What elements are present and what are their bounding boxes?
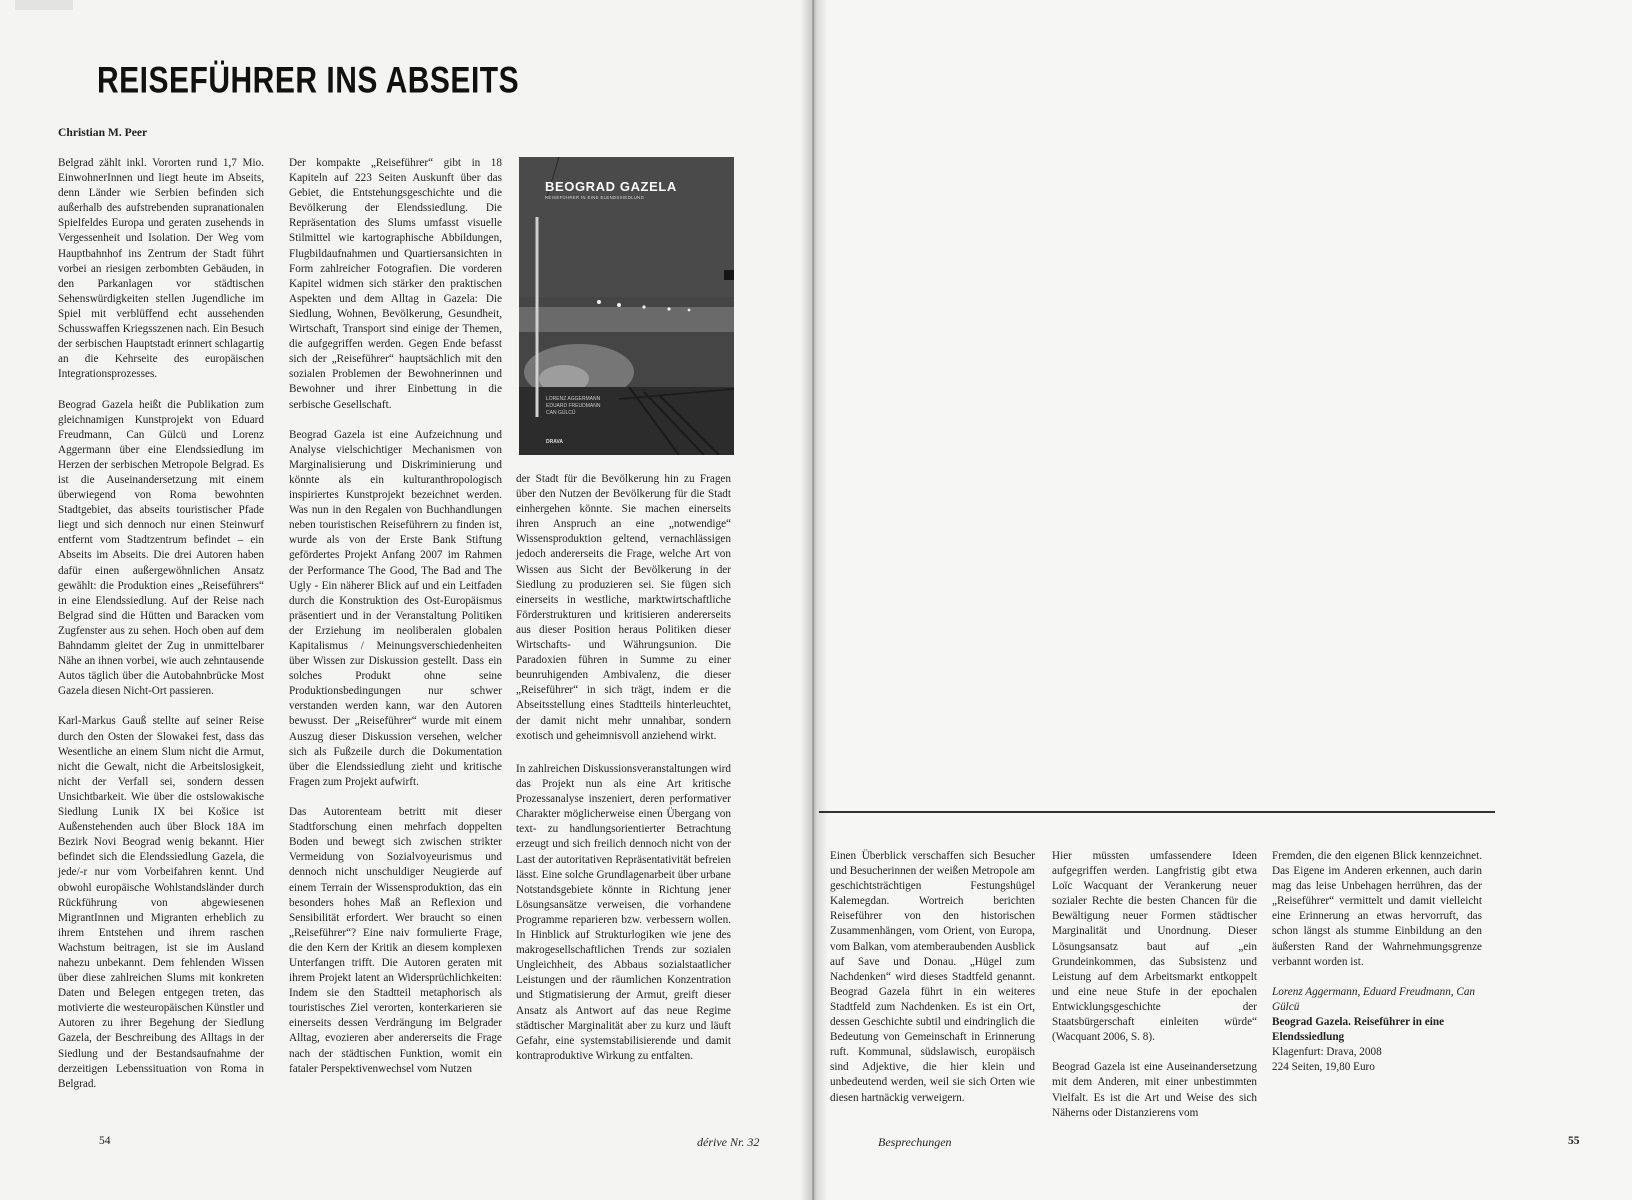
article-title: REISEFÜHRER INS ABSEITS xyxy=(97,60,520,102)
review-details: 224 Seiten, 19,80 Euro xyxy=(1272,1061,1375,1074)
magazine-issue: dérive Nr. 32 xyxy=(697,1135,760,1149)
book-cover-publisher: DRAVA xyxy=(546,439,564,445)
review-publisher: Klagenfurt: Drava, 2008 xyxy=(1272,1046,1382,1059)
book-cover-author: CAN GÜLCÜ xyxy=(546,410,576,416)
print-mark xyxy=(15,0,73,10)
book-cover-author: LORENZ AGGERMANN xyxy=(546,396,601,402)
text-column-3a xyxy=(516,472,731,744)
page-number-left: 54 xyxy=(99,1135,111,1147)
text-column-1 xyxy=(58,156,264,1092)
left-page xyxy=(0,0,812,1200)
right-page xyxy=(814,0,1632,1200)
review-book-title: Beograd Gazela. Reiseführer in eine Elendssiedlung xyxy=(1272,1016,1445,1044)
book-cover-title: BEOGRAD GAZELA xyxy=(545,179,677,194)
book-reference xyxy=(1272,985,1482,1076)
article-author: Christian M. Peer xyxy=(58,126,148,139)
paragraph: Der kompakte „Reiseführer“ gibt in 18 Kapiteln auf 223 Seiten Auskunft über das Gebiet, die Entstehungsgeschichte und die Bevölkerung der Elendssiedlung. Die Repräsentation des Slums umfasst visuelle Stilmittel wie kartographische Abbildungen, Flugbildaufnahmen und Quartiersansichten in Form zahlreicher Fotografien. Die vorderen Kapitel widmen sich stärker den praktischen Aspekten und dem Alltag in Gazela: Die Siedlung, Wohnen, Bevölkerung, Gesundheit, Wirtschaft, Transport sind einige der Themen, die aufgegriffen werden. Gegen Ende befasst sich der „Reiseführer“ hauptsächlich mit den sozialen Problemen der Bewohnerinnen und Bewohner und ihrer Einbettung in die serbische Gesellschaft. xyxy=(289,157,502,411)
paragraph: Belgrad zählt inkl. Vororten rund 1,7 Mio. EinwohnerInnen und liegt heute im Abseits, denn Länder wie Serbien befinden sich außerhalb des aufstrebenden supranationalen Spielfeldes Europa und geraten zusehends in Vergessenheit und Isolation. Der Weg vom Hauptbahnhof ins Zentrum der Stadt führt vorbei an riesigen zerbombten Gebäuden, in den Parkanlagen vor städtischen Sehenswürdigkeiten stellen Jugendliche im Spiel mit verblüffend echt aussehenden Schusswaffen Kriegsszenen nach. Ein Besuch der serbischen Hauptstadt erinnert schlagartig an die Kehrseite des europäischen Integrationsprozesses. xyxy=(58,157,264,381)
text-column-3b xyxy=(516,762,731,1064)
book-gutter xyxy=(800,0,828,1200)
paragraph: Hier müssten umfassendere Ideen aufgegriffen werden. Langfristig gibt etwa Loïc Wacquant der Verankerung neuer sozialer Rechte die besten Chancen für die Bewältigung neuer Formen städtischer Marginalität und Unordnung. Dieser Lösungsansatz baut auf „ein Grundeinkommen, das Subsistenz und Leistung auf dem Arbeitsmarkt entkoppelt und eine neue Stufe in der epochalen Entwicklungsgeschichte der Staatsbürgerschaft einleiten würde“ (Wacquant 2006, S. 8). xyxy=(1052,850,1257,1044)
paragraph: Fremden, die den eigenen Blick kennzeichnet. Das Eigene im Anderen erkennen, auch darin mag das leise Unbehagen herrühren, das der „Reiseführer“ vermittelt und damit vielleicht eine Erinnerung an etwas hervorruft, das schon längst als stumme Einbildung an den äußersten Rand der Wahrnehmungsgrenze verbannt worden ist. xyxy=(1272,850,1482,968)
book-cover-tab xyxy=(724,270,734,280)
paragraph: Karl-Markus Gauß stellte auf seiner Reise durch den Osten der Slowakei fest, dass das Wesentliche an einem Slum nicht die Armut, nicht die Gewalt, nicht die Arbeitslosigkeit, nicht der Verfall sei, sondern dessen Unsichtbarkeit. Wie über die ostslowakische Siedlung Lunik IX bei Košice ist Außenstehenden auch über Block 18A im Bezirk Novi Beograd wenig bekannt. Hier befindet sich die Elendssiedlung Gazela, die jede/-r nur vom Vorbeifahren kennt. Und obwohl europäische Wohlstandsländer durch Rückführung von abgewiesenen MigrantInnen und Migranten erheblich zu ihrem Entstehen und ihrem raschen Wachstum beitragen, ist sie im Ausland nahezu unbekannt. Dem fehlenden Wissen über diese zahlreichen Slums mit konkreten Daten und Belegen entgegen treten, das motivierte die westeuropäischen Künstler und Autoren zu ihrer Begehung der Siedlung Gazela, der Beschreibung des Alltags in der Siedlung und der Bestandsaufnahme der derzeitigen Lebenssituation von Roma in Belgrad. xyxy=(58,715,264,1090)
review-authors: Lorenz Aggermann, Eduard Freudmann, Can Gülcü xyxy=(1272,985,1476,1013)
text-column-4 xyxy=(830,849,1035,1106)
paragraph: der Stadt für die Bevölkerung hin zu Fragen über den Nutzen der Bevölkerung für die Stadt einhergehen könnte. Sie machen einerseits ihren Anspruch an eine „notwendige“ Wissensproduktion geltend, vernachlässigen jedoch andererseits die Frage, welche Art von Wissen aus Sicht der Bevölkerung in der Siedlung zu produzieren sei. Sie fügen sich einerseits in westliche, marktwirtschaftliche Förderstrukturen und kritisieren andererseits aus dieser Position heraus Politiken dieser Wirtschafts- und Währungsunion. Die Paradoxien führen in Summe zu einer beunruhigenden Ambivalenz, die dieser „Reiseführer“ in sich trägt, indem er die Abseitsstellung eines Stadtteils hinterleuchtet, der damit nicht mehr unnahbar, sondern exotisch und geheimnisvoll anziehend wirkt. xyxy=(516,473,731,742)
divider-rule xyxy=(819,811,1495,813)
page-number-right: 55 xyxy=(1568,1135,1580,1147)
paragraph: Beograd Gazela ist eine Aufzeichnung und Analyse vielschichtiger Mechanismen von Marginalisierung und Diskriminierung und könnte als ein kulturanthropologisch inspiriertes Kunstprojekt bezeichnet werden. Was nun in den Regalen von Buchhandlungen neben touristischen Reiseführern zu finden ist, wurde als von der Erste Bank Stiftung gefördertes Projekt Anfang 2007 im Rahmen der Performance The Good, The Bad and The Ugly - Ein näherer Blick auf und ein Leitfaden durch die Konstruktion des Ost-Europäismus präsentiert und in der Veranstaltung Politiken der Erziehung im neoliberalen globalen Kapitalismus / Meinungsverschiedenheiten über Wissen zur Diskussion gestellt. Dass ein solches Produkt ohne seine Produktionsbedingungen nur schwer verstanden werden kann, war den Autoren bewusst. Der „Reiseführer“ wurde mit einem Auszug dieser Diskussion versehen, welcher sich als Fußzeile durch die Dokumentation über die Elendssiedlung zieht und kritische Fragen zum Projekt aufwirft. xyxy=(289,428,502,788)
text-column-2 xyxy=(289,156,502,1077)
book-cover-authors xyxy=(546,396,600,417)
book-cover-image xyxy=(519,157,734,455)
section-name: Besprechungen xyxy=(878,1135,952,1149)
text-column-6 xyxy=(1272,849,1482,1075)
paragraph: Beograd Gazela heißt die Publikation zum gleichnamigen Kunstprojekt von Eduard Freudmann, Can Gülcü und Lorenz Aggermann über eine Elendssiedlung im Herzen der serbischen Metropole Belgrad. Es ist die Auseinandersetzung mit einem überwiegend von Roma bewohnten Stadtgebiet, das abseits touristischer Pfade liegt und sich dennoch nur einen Steinwurf entfernt vom Stadtzentrum befindet – ein Abseits im Abseits. Die drei Autoren haben dafür einen außergewöhnlichen Ansatz gewählt: die Produktion eines „Reiseführers“ in eine Elendssiedlung. Auf der Reise nach Belgrad sind die Hütten und Baracken vom Zugfenster aus zu sehen. Hoch oben auf dem Bahndamm gleitet der Zug in unmittelbarer Nähe an ihnen vorbei, wie auch zehntausende Autos täglich über die Autobahnbrücke Most Gazela diesen Nicht-Ort passieren. xyxy=(58,398,264,698)
paragraph: Einen Überblick verschaffen sich Besucher und Besucherinnen der weißen Metropole am geschichtsträchtigen Festungshügel Kalemegdan. Wortreich berichten Reiseführer von den historischen Zusammenhängen, vom Orient, von Europa, vom Balkan, vom atemberaubenden Ausblick auf Save und Donau. „Hügel zum Nachdenken“ wird dieses Stadtfeld genannt. Beograd Gazela führt in ein weiteres Stadtfeld zum Nachdenken. Es ist ein Ort, dessen Geschichte subtil und eindringlich die Bedeutung von Gemeinschaft in Erinnerung ruft. Kommunal, südslawisch, europäisch sind Adjektive, die hier klein und unbedeutend werden, weil sie sich Orten wie diesen hartnäckig verweigern. xyxy=(830,850,1035,1104)
book-cover-subtitle: REISEFÜHRER IN EINE ELENDSSIEDLUNG xyxy=(545,195,645,200)
paragraph: Beograd Gazela ist eine Auseinandersetzung mit dem Anderen, mit einer unbestimmten Vielfalt. Es ist die Art und Weise des sich Näherns oder Distanzierens vom xyxy=(1052,1061,1257,1119)
paragraph: Das Autorenteam betritt mit dieser Stadtforschung einen mehrfach doppelten Boden und bewegt sich zwischen strikter Vermeidung von Sozialvoyeurismus und dennoch nicht unschuldiger Neugierde auf einem Terrain der Wissensproduktion, das ein besonders hohes Maß an Reflexion und Sensibilität erfordert. Wer braucht so einen „Reiseführer“? Eine naiv formulierte Frage, die den Kern der Kritik an diesem komplexen Unterfangen trifft. Die Autoren geraten mit ihrem Projekt latent an Widersprüchlichkeiten: Indem sie den Stadtteil metaphorisch als touristisches Ziel verorten, konterkarieren sie einerseits dessen Verdrängung im Belgrader Alltag, evozieren aber andererseits die Frage nach der städtischen Funktion, womit ein fataler Perspektivenwechsel vom Nutzen xyxy=(289,806,502,1075)
text-column-5 xyxy=(1052,849,1257,1121)
book-cover-author: EDUARD FREUDMANN xyxy=(546,403,601,409)
paragraph: In zahlreichen Diskussionsveranstaltungen wird das Projekt nun als eine Art kritische Prozessanalyse inszeniert, deren performativer Charakter möglicherweise einen Übergang von text- zu handlungsorientierter Betrachtung erzeugt und sich freilich dennoch nicht von der Last der autoritativen Repräsentativität befreien lässt. Eine solche Grundlagenarbeit über urbane Notstandsgebiete könnte in Richtung jener Lösungsansätze verweisen, die vorhandene Programme reparieren bzw. verbessern wollen. In Hinblick auf Strukturlogiken wie jene des makrogesellschaftlichen Trends zur sozialen Ungleichheit, des Abbaus sozialstaatlicher Leistungen und der räumlichen Konzentration und Stigmatisierung der Armut, greift dieser Ansatz als Antwort auf das neue Regime städtischer Marginalität aber zu kurz und läuft Gefahr, eine systemstabilisierende und damit kontraproduktive Wirkung zu entfalten. xyxy=(516,763,731,1062)
